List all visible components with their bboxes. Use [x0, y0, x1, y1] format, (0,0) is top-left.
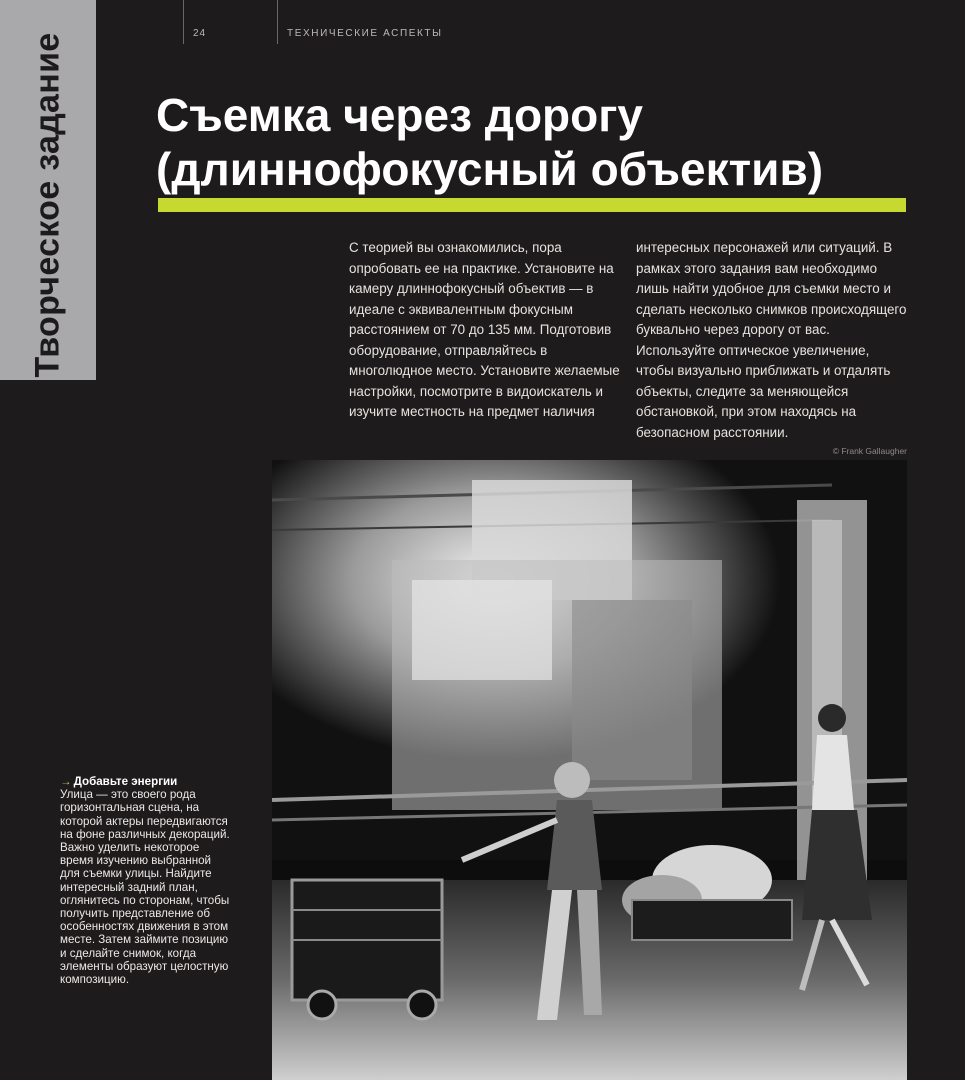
sidebar-body: Улица — это своего рода горизонтальная сцена, на которой актеры передвигаются на фоне различных декораций. Важно уделить некоторое время изучению выбранной для съемки улицы. Найдите интересный задний план, оглянитесь по сторонам, чтобы получить представление об особенностях движения в этом месте. Затем займите позицию и сделайте снимок, когда элементы образуют целостную композицию. — [60, 788, 230, 987]
title-line-2: (длиннофокусный объектив) — [156, 143, 824, 195]
article-title — [156, 88, 916, 196]
body-column-2: интересных персонажей или ситуаций. В рамках этого задания вам необходимо лишь найти удобное для съемки место и сделать несколько снимков происходящего буквально через дорогу от вас. Используйте оптическое увеличение, чтобы визуально приближать и отдалять объекты, следите за меняющейся обстановкой, при этом находясь на безопасном расстоянии. — [636, 240, 907, 440]
side-tab-label: Творческое задание — [28, 32, 67, 378]
accent-bar — [158, 198, 906, 212]
sidebar-heading-text: Добавьте энергии — [73, 775, 178, 788]
body-column-1: С теорией вы ознакомились, пора опробовать ее на практике. Установите на камеру длиннофокусный объектив — в идеале с эквивалентным фокусным расстоянием от 70 до 135 мм. Подготовив оборудование, отправляйтесь в многолюдное место. Установите желаемые настройки, посмотрите в видоискатель и изучите местность на предмет наличия — [349, 240, 620, 419]
section-label: ТЕХНИЧЕСКИЕ АСПЕКТЫ — [287, 28, 443, 39]
arrow-right-icon: → — [60, 775, 72, 788]
photo-credit: © Frank Gallaugher — [832, 446, 907, 456]
header-rule-left — [183, 0, 184, 44]
header-rule-right — [277, 0, 278, 44]
sidebar-heading — [60, 775, 230, 788]
street-photo — [272, 460, 907, 1080]
side-tab — [0, 0, 96, 380]
page-number: 24 — [193, 28, 207, 39]
title-line-1: Съемка через дорогу — [156, 89, 643, 141]
sidebar-note — [60, 775, 230, 986]
street-photo-image — [272, 460, 907, 1080]
